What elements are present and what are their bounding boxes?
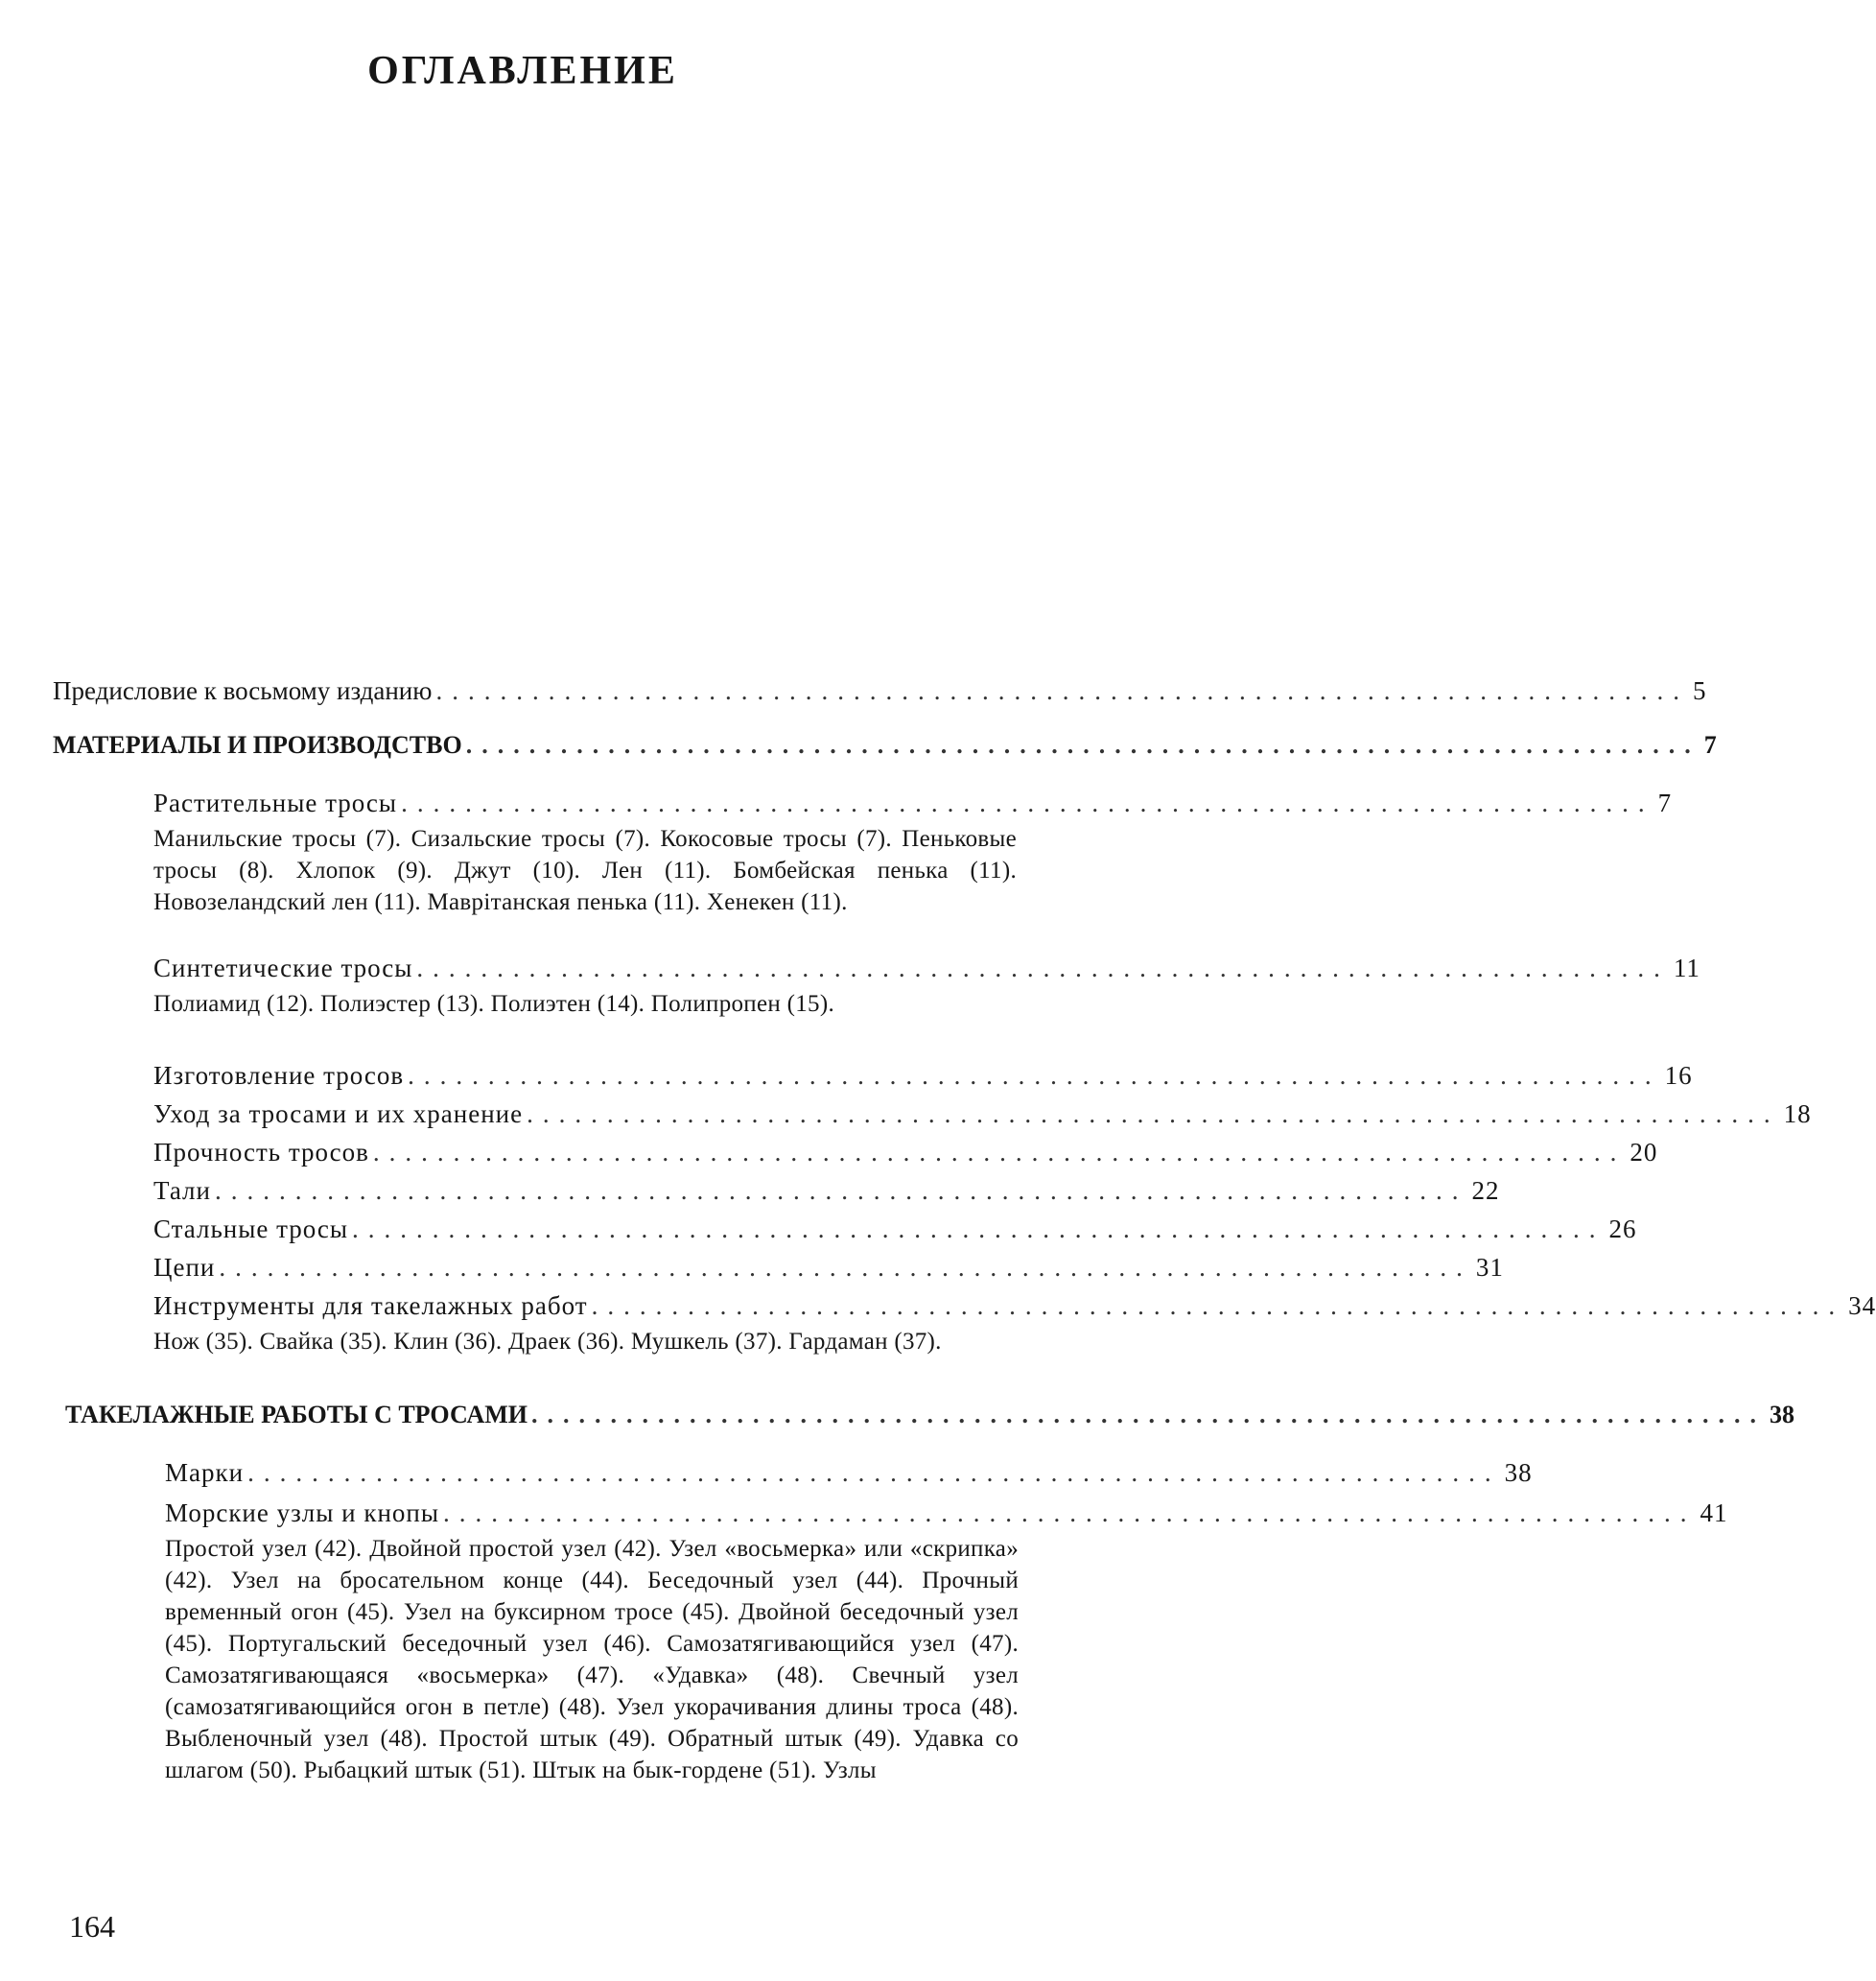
toc-leader-dots: .............................................................................. [591,1291,1845,1320]
toc-entry-materials [53,731,1717,760]
toc-entry-label: Предисловие к восьмому изданию [53,676,433,705]
toc-entry-label: ТАКЕЛАЖНЫЕ РАБОТЫ С ТРОСАМИ [65,1401,528,1428]
toc-description-sea-knots: Простой узел (42). Двойной простой узел (42). Узел «восьмерка» или «скрипка» (42). Узел на бросательном конце (44). Беседочный узел (44). Прочный временный огон (45). Узел на буксирном тросе (45). Двойной беседочный узел (45). Португальский беседочный узел (46). Самозатягивающийся узел (47). Самозатягивающаяся «восьмерка» (47). «Удавка» (48). Свечный узел (самозатягивающийся огон в петле) (48). Узел укорачивания длины троса (48). Выбленочный узел (48). Простой штык (49). Обратный штык (49). Удавка со шлагом (50). Рыбацкий штык (51). Штык на бык-гордене (51). Узлы [165,1536,1019,1783]
toc-entry-rope-care [153,1099,1812,1129]
toc-leader-dots: .............................................................................. [401,789,1654,817]
toc-entry-page: 5 [1692,676,1706,705]
toc-leader-dots: .............................................................................. [408,1061,1661,1090]
page-title: ОГЛАВЛЕНИЕ [367,49,678,93]
toc-entry-rope-making [153,1061,1693,1091]
toc-entry-page: 18 [1783,1099,1812,1128]
toc-entry-page: 20 [1630,1138,1658,1167]
toc-entry-preface [53,676,1706,706]
toc-entry-page: 11 [1673,954,1700,982]
toc-entry-page: 31 [1475,1253,1504,1282]
toc-entry-rigging-tools [153,1291,1876,1321]
toc-leader-dots: .............................................................................. [530,1401,1766,1428]
toc-entry-page: 41 [1700,1498,1728,1527]
toc-entry-page: 16 [1664,1061,1693,1090]
toc-entry-label: Цепи [153,1253,216,1282]
toc-leader-dots: .............................................................................. [527,1099,1780,1128]
toc-entry-whippings [165,1458,1533,1488]
toc-entry-label: Изготовление тросов [153,1061,405,1090]
toc-entry-label: Тали [153,1176,211,1205]
toc-entry-synthetic-ropes [153,954,1700,983]
toc-description-rigging-tools: Нож (35). Свайка (35). Клин (36). Драек (36). Мушкель (37). Гардаман (37). [153,1329,942,1355]
toc-entry-page: 38 [1504,1458,1533,1487]
toc-leader-dots: .............................................................................. [372,1138,1627,1167]
toc-description-plant-ropes: Манильские тросы (7). Сизальские тросы (7). Кокосовые тросы (7). Пеньковые тросы (8). Хлопок (9). Джут (10). Лен (11). Бомбейская пенька (11). Новозеландский лен (11). Маврітанская пенька (11). Хенекен (11). [153,826,1017,915]
toc-entry-label: Морские узлы и кнопы [165,1498,440,1527]
toc-entry-label: Синтетические тросы [153,954,413,982]
toc-leader-dots: .............................................................................. [247,1458,1501,1487]
toc-leader-dots: .............................................................................. [214,1176,1468,1205]
toc-leader-dots: .............................................................................. [465,731,1700,759]
toc-leader-dots: .............................................................................. [219,1253,1472,1282]
toc-entry-page: 7 [1657,789,1673,817]
toc-entry-chains [153,1253,1504,1283]
toc-entry-tackles [153,1176,1500,1206]
toc-entry-label: МАТЕРИАЛЫ И ПРОИЗВОДСТВО [53,731,462,759]
toc-entry-page: 7 [1703,731,1717,759]
toc-entry-page: 38 [1769,1401,1794,1428]
toc-entry-label: Марки [165,1458,245,1487]
toc-entry-rope-strength [153,1138,1658,1167]
toc-entry-label: Уход за тросами и их хранение [153,1099,524,1128]
toc-entry-steel-ropes [153,1215,1637,1244]
toc-entry-rigging-works [65,1401,1794,1429]
toc-leader-dots: .............................................................................. [352,1215,1606,1243]
toc-entry-page: 22 [1471,1176,1500,1205]
toc-entry-page: 34 [1848,1291,1876,1320]
toc-entry-sea-knots [165,1498,1728,1528]
toc-entry-page: 26 [1608,1215,1637,1243]
toc-entry-plant-ropes [153,789,1673,818]
toc-leader-dots: .............................................................................. [443,1498,1697,1527]
toc-entry-label: Прочность тросов [153,1138,369,1167]
toc-leader-dots: .............................................................................. [416,954,1670,982]
toc-description-synthetic-ropes: Полиамид (12). Полиэстер (13). Полиэтен (14). Полипропен (15). [153,991,834,1017]
page-number: 164 [69,1909,115,1944]
toc-entry-label: Стальные тросы [153,1215,349,1243]
toc-entry-label: Инструменты для такелажных работ [153,1291,588,1320]
toc-leader-dots: .............................................................................. [435,676,1689,705]
toc-entry-label: Растительные тросы [153,789,398,817]
